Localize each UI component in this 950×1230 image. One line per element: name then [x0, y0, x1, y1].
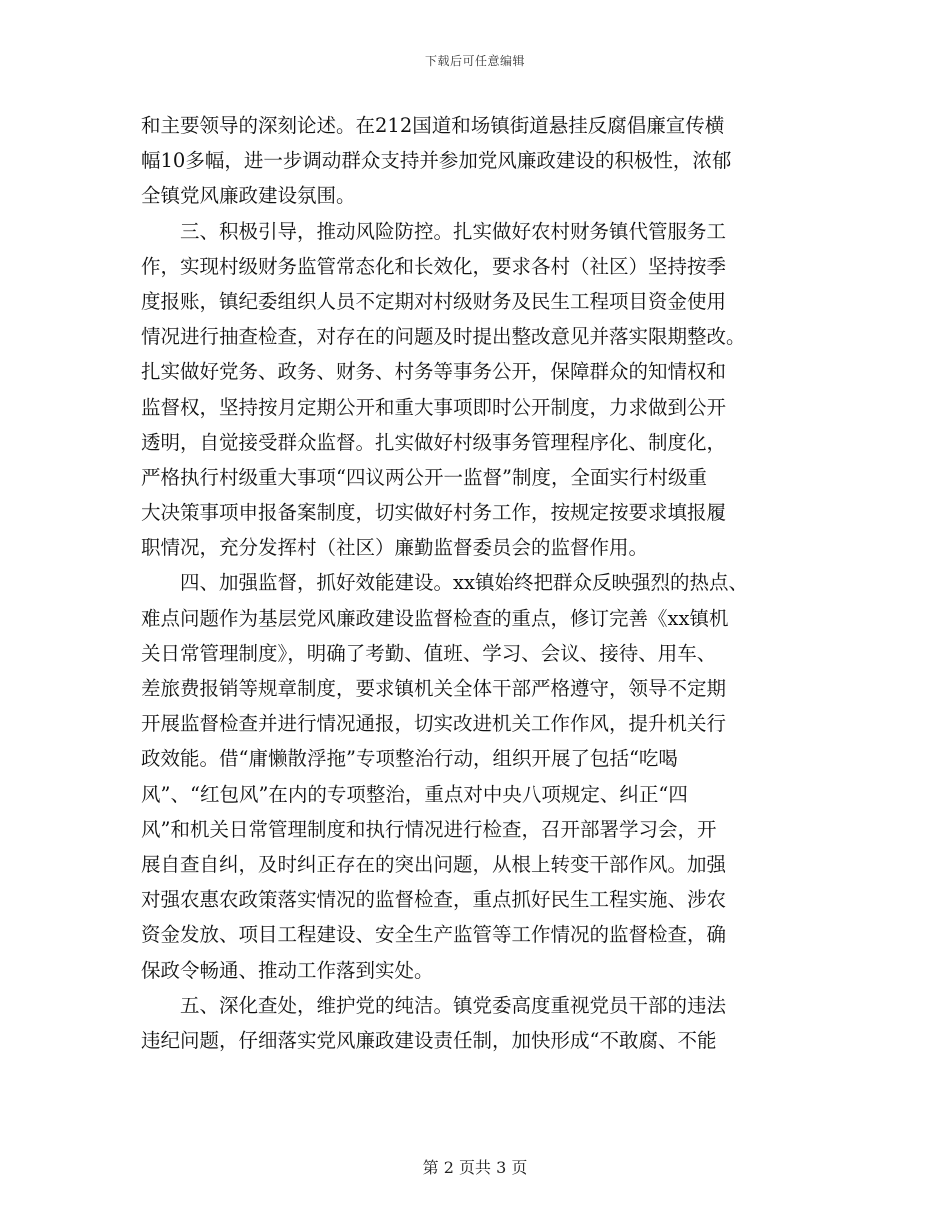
body-line: 监督权，坚持按月定期公开和重大事项即时公开制度，力求做到公开 — [141, 395, 727, 419]
body-line: 幅10多幅，进一步调动群众支持并参加党风廉政建设的积极性，浓郁 — [141, 149, 732, 173]
body-line: 透明，自觉接受群众监督。扎实做好村级事务管理程序化、制度化， — [141, 430, 727, 454]
body-line: 度报账，镇纪委组织人员不定期对村级财务及民生工程项目资金使用 — [141, 289, 727, 313]
body-line: 风”和机关日常管理制度和执行情况进行检查，召开部署学习会，开 — [141, 817, 717, 841]
body-line: 开展监督检查并进行情况通报，切实改进机关工作作风，提升机关行 — [141, 712, 727, 736]
section-heading-line: 四、加强监督，抓好效能建设。xx镇始终把群众反映强烈的热点、 — [180, 571, 748, 595]
body-line: 违纪问题，仔细落实党风廉政建设责任制，加快形成“不敢腐、不能 — [141, 1028, 717, 1052]
page-header-note: 下载后可任意编辑 — [424, 54, 525, 68]
body-line: 对强农惠农政策落实情况的监督检查，重点抓好民生工程实施、涉农 — [141, 888, 727, 912]
body-line: 难点问题作为基层党风廉政建设监督检查的重点，修订完善《xx镇机 — [141, 606, 729, 630]
body-line: 扎实做好党务、政务、财务、村务等事务公开，保障群众的知情权和 — [141, 360, 727, 384]
body-line: 作，实现村级财务监管常态化和长效化，要求各村（社区）坚持按季 — [141, 254, 727, 278]
body-line: 情况进行抽查检查，对存在的问题及时提出整改意见并落实限期整改。 — [141, 325, 746, 349]
body-line: 资金发放、项目工程建设、安全生产监管等工作情况的监督检查，确 — [141, 923, 727, 947]
section-heading-line: 三、积极引导，推动风险防控。扎实做好农村财务镇代管服务工 — [180, 219, 727, 243]
body-line: 严格执行村级重大事项“四议两公开一监督”制度，全面实行村级重 — [141, 465, 707, 489]
document-body — [141, 108, 811, 1058]
body-line: 政效能。借“庸懒散浮拖”专项整治行动，组织开展了包括“吃喝 — [141, 747, 678, 771]
body-line: 和主要领导的深刻论述。在212国道和场镇街道悬挂反腐倡廉宣传横 — [141, 114, 725, 137]
body-line: 保政令畅通、推动工作落到实处。 — [141, 958, 434, 982]
body-line: 大决策事项申报备案制度，切实做好村务工作，按规定按要求填报履 — [141, 501, 727, 525]
body-line: 全镇党风廉政建设氛围。 — [141, 184, 356, 208]
section-heading-line: 五、深化查处，维护党的纯洁。镇党委高度重视党员干部的违法 — [180, 993, 727, 1017]
page-number-footer: 第 2 页共 3 页 — [422, 1158, 528, 1177]
body-line: 职情况，充分发挥村（社区）廉勤监督委员会的监督作用。 — [141, 536, 649, 560]
body-line: 关日常管理制度》，明确了考勤、值班、学习、会议、接待、用车、 — [141, 641, 717, 665]
body-line: 差旅费报销等规章制度，要求镇机关全体干部严格遵守，领导不定期 — [141, 677, 727, 700]
body-line: 展自查自纠，及时纠正存在的突出问题，从根上转变干部作风。加强 — [141, 852, 727, 876]
body-line: 风”、“红包风”在内的专项整治，重点对中央八项规定、纠正“四 — [141, 782, 688, 806]
